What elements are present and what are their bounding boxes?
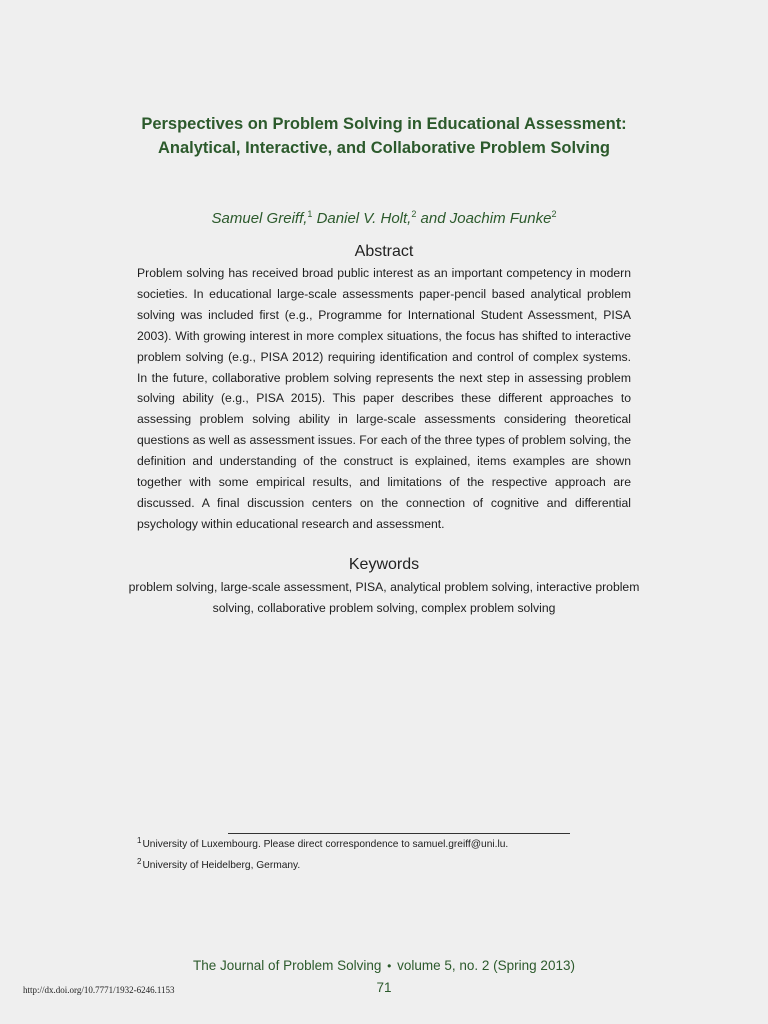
keywords-text: problem solving, large-scale assessment, PISA, analytical problem solving, interactive problem solving, collaborative problem solving, complex problem solving	[128, 580, 640, 615]
affiliation-mark: 2	[551, 209, 557, 219]
journal-issue: volume 5, no. 2 (Spring 2013)	[397, 958, 575, 973]
footnote-text: University of Heidelberg, Germany.	[142, 860, 301, 871]
footnote-1	[137, 835, 697, 852]
author-name: Samuel Greiff,	[211, 210, 308, 227]
abstract-text: Problem solving has received broad public interest as an important competency in modern societies. In educational large-scale assessments paper-pencil based analytical problem solving was included first (e.g., Programme for International Student Assessment, PISA 2003). With growing interest in more complex situations, the focus has shifted to interactive problem solving (e.g., PISA 2012) requiring identification and control of complex systems. In the future, collaborative problem solving represents the next step in assessing problem solving ability (e.g., PISA 2015). This paper describes these different approaches to assessing problem solving ability in large-scale assessments considering theoretical questions as well as assessment issues. For each of the three types of problem solving, the definition and understanding of the construct is explained, items examples are shown together with some empirical results, and limitations of the respective approach are discussed. A final discussion centers on the connection of cognitive and differential psychology within educational research and assessment.	[137, 266, 631, 531]
keywords-heading: Keywords	[348, 556, 420, 573]
abstract-heading: Abstract	[354, 243, 414, 260]
author-name: and Joachim Funke	[420, 210, 552, 227]
footnote-divider	[228, 833, 570, 834]
affiliation-mark: 2	[411, 209, 417, 219]
author-list	[84, 208, 684, 230]
doi-link[interactable]: http://dx.doi.org/10.7771/1932-6246.1153	[23, 985, 175, 995]
footnote-2	[137, 856, 697, 873]
paper-title	[84, 112, 684, 160]
author-name: Daniel V. Holt,	[316, 210, 412, 227]
journal-citation	[84, 956, 684, 976]
title-line-1: Perspectives on Problem Solving in Educational Assessment:	[141, 115, 627, 133]
footnote-text: University of Luxembourg. Please direct correspondence to samuel.greiff@uni.lu.	[142, 839, 509, 850]
affiliation-mark: 1	[307, 209, 313, 219]
journal-name: The Journal of Problem Solving	[193, 958, 382, 973]
bullet-separator: •	[387, 959, 392, 973]
footnote-mark: 1	[137, 835, 142, 845]
footnote-mark: 2	[137, 856, 142, 866]
page-number: 71	[376, 980, 392, 995]
title-line-2: Analytical, Interactive, and Collaborative Problem Solving	[157, 139, 611, 157]
